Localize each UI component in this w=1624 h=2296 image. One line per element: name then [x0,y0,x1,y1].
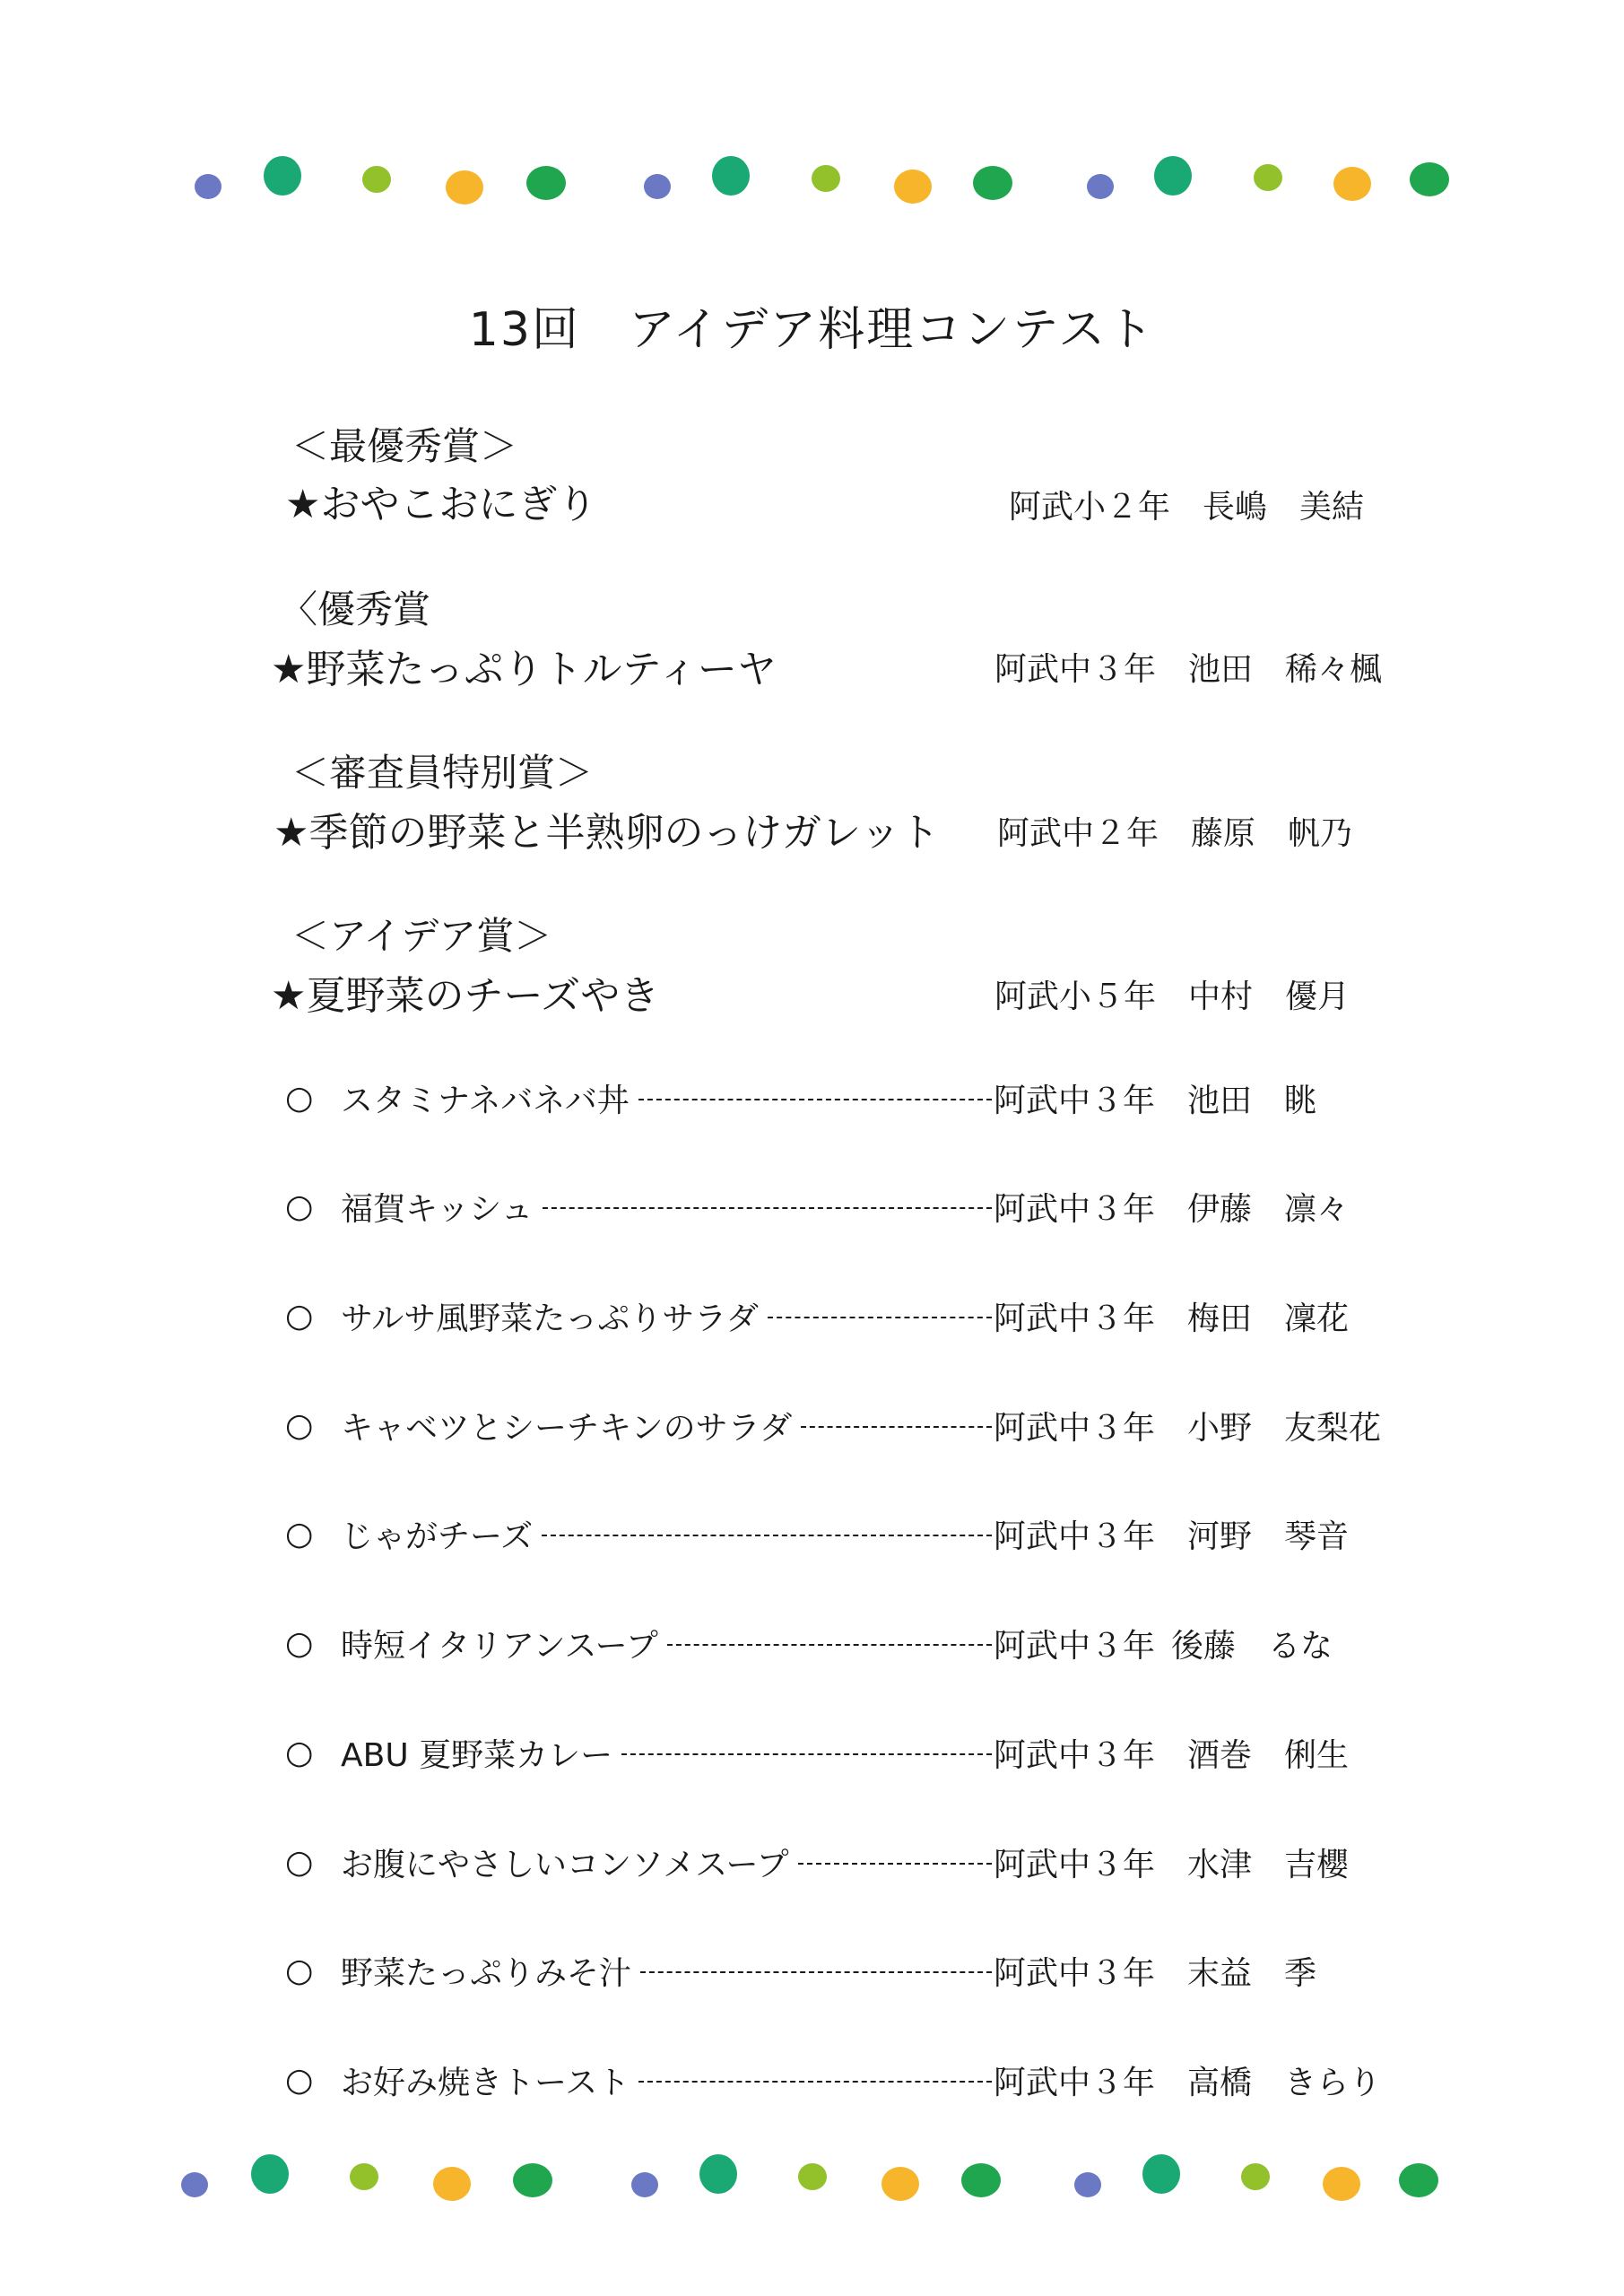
dot [1154,156,1192,196]
circle-mark: ○ [285,1624,314,1662]
dot [446,170,483,204]
entry-winner [994,1511,1388,1557]
dot [1254,164,1282,191]
dot [631,2172,658,2197]
entry-winner [994,1621,1388,1666]
entry-winner [994,1184,1388,1230]
entry-dish: お腹にやさしいコンソメスープ [341,1846,789,1883]
circle-mark: ○ [285,1406,314,1444]
dot [1333,167,1371,201]
entry-dish: 野菜たっぷりみそ汁 [341,1954,632,1992]
entry-school: 阿武中３年 [994,1518,1156,1555]
dot [350,2163,378,2190]
list-item [285,1726,1388,1779]
dot [699,2154,737,2194]
dot [362,166,391,193]
entry-dish: じゃがチーズ [341,1518,534,1555]
award-dish: ★夏野菜のチーズやき [271,973,660,1019]
award-student: 中村 優月 [1188,978,1350,1015]
entry-dish: スタミナネバネバ丼 [341,1082,630,1119]
dot [1241,2163,1270,2190]
entry-student: 河野 琴音 [1187,1518,1350,1555]
award-school: 阿武小５年 [994,978,1157,1015]
award-category: ＜審査員特別賞＞ [291,751,594,795]
dot [251,2154,289,2194]
list-item [285,1944,1388,1997]
list-item [285,1398,1388,1452]
list-item [285,2053,1388,2107]
award-winner [997,808,1352,854]
entry-school: 阿武中３年 [994,1300,1156,1337]
entry-school: 阿武中３年 [994,1846,1156,1883]
dot [195,174,221,199]
entry-student: 水津 吉櫻 [1187,1846,1350,1883]
award-student: 長嶋 美結 [1203,489,1365,526]
dot [1087,174,1114,199]
circle-mark: ○ [285,1297,314,1335]
list-item [285,1071,1388,1125]
circle-mark: ○ [285,1079,314,1117]
entry-school: 阿武中３年 [994,2064,1156,2101]
dot [264,156,301,196]
circle-mark: ○ [285,1515,314,1552]
list-item [285,1179,1388,1233]
dot [712,156,750,196]
entry-dish: ABU 夏野菜カレー [341,1736,613,1774]
circle-mark: ○ [285,1187,314,1225]
entry-school: 阿武中３年 [994,1736,1156,1774]
dashed-leader [640,1971,992,1973]
award-dish: ★野菜たっぷりトルティーヤ [271,647,777,692]
dashed-leader [768,1317,992,1318]
dashed-leader [621,1753,992,1755]
list-item [285,1616,1388,1670]
circle-mark: ○ [285,2061,314,2099]
entry-school: 阿武中３年 [994,1627,1156,1665]
award-school: 阿武小２年 [1009,489,1171,526]
award-dish: ★季節の野菜と半熟卵のっけガレット [274,810,940,856]
dot [1323,2167,1360,2201]
entry-winner [994,1293,1388,1339]
circle-mark: ○ [285,1952,314,1989]
award-school: 阿武中３年 [994,651,1157,688]
entry-winner [994,1948,1388,1994]
entry-dish: 時短イタリアンスープ [341,1627,658,1665]
list-item [285,1289,1388,1343]
dot [1074,2172,1101,2197]
entry-winner [994,1075,1388,1121]
award-student: 藤原 帆乃 [1191,815,1353,852]
entry-winner [994,2057,1388,2103]
award-category: 〈優秀賞 [280,587,431,631]
circle-mark: ○ [285,1843,314,1881]
dot [881,2167,919,2201]
list-item [285,1835,1388,1889]
dot [644,174,671,199]
award-school: 阿武中２年 [997,815,1159,852]
dot [1399,2163,1438,2197]
dot [1142,2154,1180,2194]
dashed-leader [543,1207,992,1209]
dot [1410,162,1449,196]
dashed-leader [638,2081,992,2083]
award-dish: ★おやこおにぎり [285,482,597,527]
award-winner [994,644,1382,690]
dashed-leader [542,1535,992,1536]
circle-mark: ○ [285,1734,314,1771]
dot [526,166,566,200]
entry-winner [994,1839,1388,1885]
dot [961,2163,1001,2197]
dot [798,2163,827,2190]
entry-student: 末益 季 [1187,1954,1317,1992]
dashed-leader [638,1099,992,1100]
entry-winner [994,1403,1388,1448]
entry-student: 小野 友梨花 [1187,1409,1382,1447]
award-winner [1009,482,1364,527]
dashed-leader [667,1644,992,1646]
dashed-leader [798,1863,992,1865]
dot [181,2172,208,2197]
entry-student: 池田 眺 [1187,1082,1317,1119]
entry-dish: キャベツとシーチキンのサラダ [341,1409,793,1447]
dashed-leader [801,1426,992,1428]
award-category: ＜アイデア賞＞ [291,914,552,958]
entry-student: 高橋 きらり [1187,2064,1382,2101]
entry-student: 梅田 凜花 [1187,1300,1350,1337]
award-winner [994,971,1350,1017]
list-item [285,1507,1388,1561]
entry-dish: お好み焼きトースト [341,2064,630,2101]
entry-school: 阿武中３年 [994,1954,1156,1992]
entry-student: 酒巻 俐生 [1187,1736,1350,1774]
entry-school: 阿武中３年 [994,1190,1156,1228]
dot [433,2167,471,2201]
entry-winner [994,1730,1388,1776]
entry-school: 阿武中３年 [994,1082,1156,1119]
entry-dish: サルサ風野菜たっぷりサラダ [341,1300,759,1337]
dot [894,170,932,204]
award-student: 池田 稀々楓 [1188,651,1383,688]
dot [812,165,840,192]
entry-student: 伊藤 凛々 [1187,1190,1350,1228]
entry-school: 阿武中３年 [994,1409,1156,1447]
page-title: 13回 アイデア料理コンテスト [468,303,1156,357]
dot [513,2163,552,2197]
award-category: ＜最優秀賞＞ [291,424,518,468]
dot [973,166,1012,200]
entry-dish: 福賀キッシュ [341,1190,534,1228]
entry-student: 後藤 るな [1171,1627,1333,1665]
